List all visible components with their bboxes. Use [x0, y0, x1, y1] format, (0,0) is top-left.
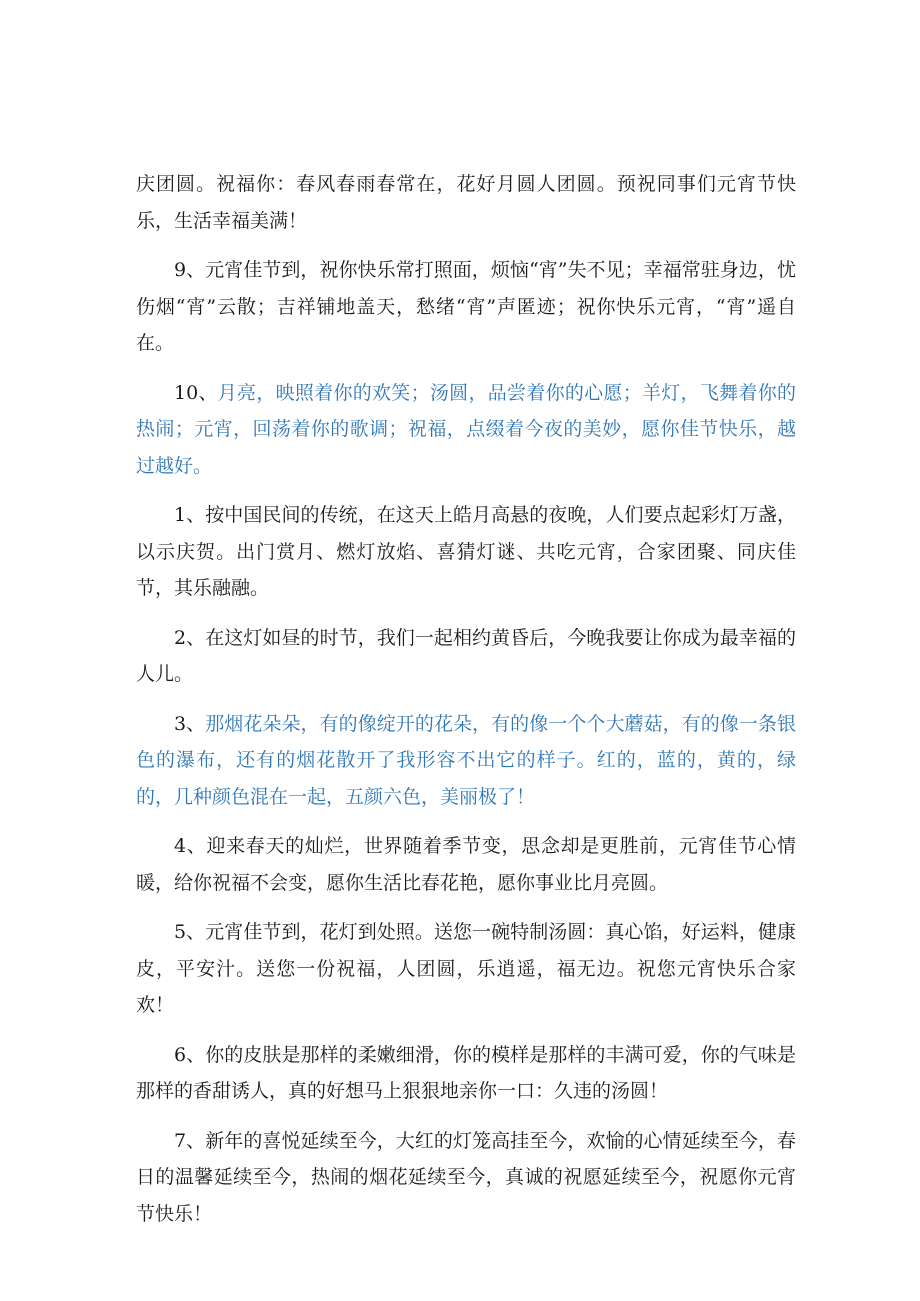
paragraph-text: 元宵佳节到，花灯到处照。送您一碗特制汤圆：真心馅，好运料，健康皮，平安汁。送您一份祝福，人团圆，乐逍遥，福无边。祝您元宵快乐合家欢！ — [136, 921, 796, 1016]
paragraph-text: 迎来春天的灿烂，世界随着季节变，思念却是更胜前，元宵佳节心情暖，给你祝福不会变，愿你生活比春花艳，愿你事业比月亮圆。 — [136, 835, 796, 894]
paragraph-number: 10、 — [174, 381, 218, 404]
paragraph-3 — [136, 706, 796, 816]
paragraph-4 — [136, 828, 796, 901]
paragraph-1 — [136, 497, 796, 607]
paragraph-2 — [136, 620, 796, 693]
paragraph-number: 7、 — [174, 1129, 206, 1152]
paragraph-7 — [136, 1123, 796, 1233]
paragraph-number: 6、 — [174, 1043, 206, 1066]
paragraph-5 — [136, 914, 796, 1024]
paragraph-number: 1、 — [174, 504, 206, 526]
paragraph-text: 庆团圆。祝福你：春风春雨春常在，花好月圆人团圆。预祝同事们元宵节快乐，生活幸福美满！ — [136, 173, 796, 232]
paragraph-text: 你的皮肤是那样的柔嫩细滑，你的模样是那样的丰满可爱，你的气味是那样的香甜诱人，真的好想马上狠狠地亲你一口：久违的汤圆！ — [136, 1043, 796, 1102]
paragraph-text: 那烟花朵朵，有的像绽开的花朵，有的像一个个大蘑菇，有的像一条银色的瀑布，还有的烟花散开了我形容不出它的样子。红的，蓝的，黄的，绿的，几种颜色混在一起，五颜六色，美丽极了！ — [136, 712, 796, 808]
paragraph-text: 按中国民间的传统，在这天上皓月高悬的夜晚，人们要点起彩灯万盏，以示庆贺。出门赏月、燃灯放焰、喜猜灯谜、共吃元宵，合家团聚、同庆佳节，其乐融融。 — [136, 504, 796, 599]
paragraph-number: 2、 — [174, 626, 206, 649]
paragraph-10 — [136, 375, 796, 485]
paragraph-text: 月亮，映照着你的欢笑；汤圆，品尝着你的心愿；羊灯，飞舞着你的热闹；元宵，回荡着你的歌调；祝福，点缀着今夜的美妙，愿你佳节快乐，越过越好。 — [136, 381, 796, 477]
paragraph-number: 9、 — [174, 259, 206, 281]
paragraph-text: 新年的喜悦延续至今，大红的灯笼高挂至今，欢愉的心情延续至今，春日的温馨延续至今，热闹的烟花延续至今，真诚的祝愿延续至今，祝愿你元宵节快乐！ — [136, 1129, 796, 1225]
paragraph-number: 3、 — [174, 712, 206, 735]
paragraph-9 — [136, 252, 796, 362]
paragraph-number: 4、 — [174, 835, 207, 857]
paragraph-number: 5、 — [174, 921, 206, 943]
paragraph-text: 在这灯如昼的时节，我们一起相约黄昏后，今晚我要让你成为最幸福的人儿。 — [136, 626, 796, 685]
paragraph-continuation — [136, 166, 796, 239]
paragraph-text: 元宵佳节到，祝你快乐常打照面，烦恼“宵”失不见；幸福常驻身边，忧伤烟“宵”云散；吉祥铺地盖天，愁绪“宵”声匿迹；祝你快乐元宵，“宵”遥自在。 — [136, 259, 796, 354]
paragraph-6 — [136, 1037, 796, 1110]
document-body — [136, 166, 796, 1245]
